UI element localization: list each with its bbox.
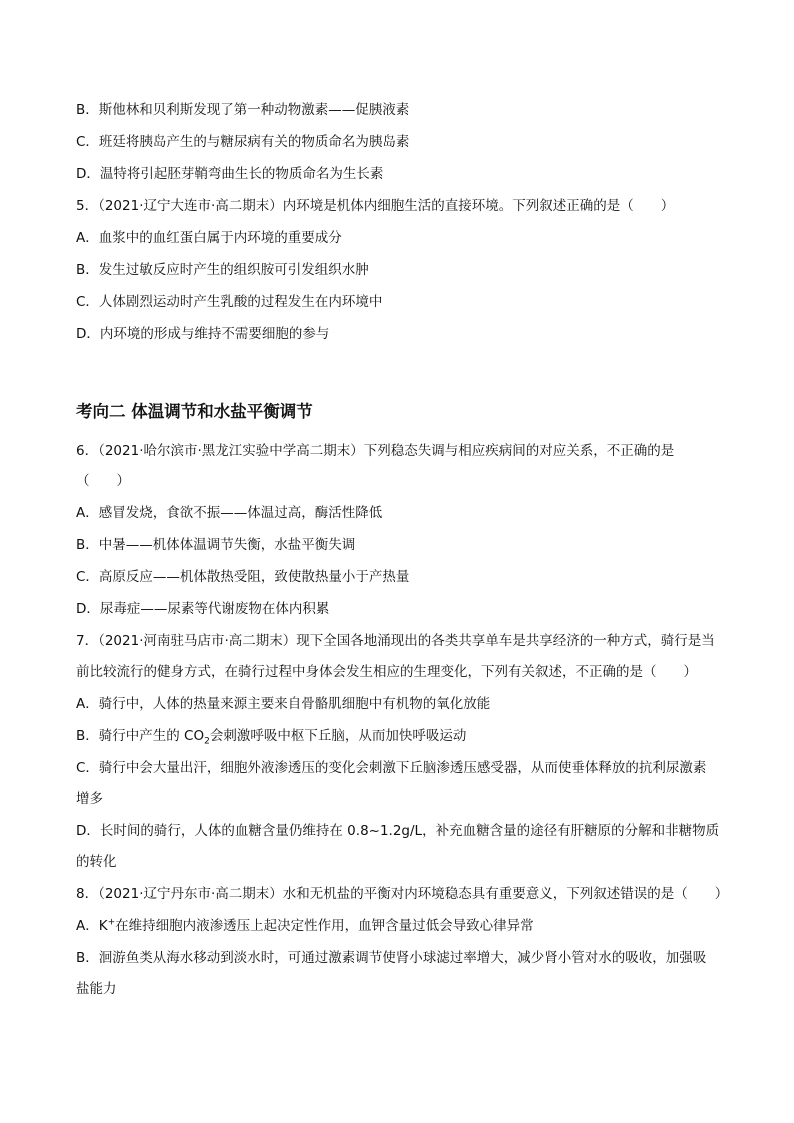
q7-option-d-line-1: D．长时间的骑行，人体的血糖含量仍维持在 0.8~1.2g/L，补充血糖含量的途径有肝糖原的分解和非糖物质 <box>76 823 720 839</box>
q4-option-d: D．温特将引起胚芽鞘弯曲生长的物质命名为生长素 <box>76 166 384 182</box>
q7-stem-line-2: 前比较流行的健身方式，在骑行过程中身体会发生相应的生理变化，下列有关叙述，不正确的是（ ） <box>76 664 697 680</box>
q8-option-a-superscript: + <box>107 917 116 928</box>
q8-stem: 8．（2021·辽宁丹东市·高二期末）水和无机盐的平衡对内环境稳态具有重要意义，下列叙述错误的是（ ） <box>76 886 729 902</box>
q6-option-c: C．高原反应——机体散热受阻，致使散热量小于产热量 <box>76 569 410 585</box>
q7-option-a: A．骑行中，人体的热量来源主要来自骨骼肌细胞中有机物的氧化放能 <box>76 696 491 712</box>
q7-option-b-text-1: B．骑行中产生的 CO <box>76 728 205 744</box>
q7-option-b-text-2: 会刺激呼吸中枢下丘脑，从而加快呼吸运动 <box>209 728 467 744</box>
q7-option-d-line-2: 的转化 <box>76 854 117 870</box>
q6-stem-line-2: （ ） <box>76 473 130 489</box>
q8-option-b-line-1: B．洄游鱼类从海水移动到淡水时，可通过激素调节使肾小球滤过率增大，减少肾小管对水的吸收，加强吸 <box>76 950 707 966</box>
q8-option-a <box>76 916 726 936</box>
q6-option-a: A．感冒发烧，食欲不振——体温过高，酶活性降低 <box>76 505 383 521</box>
q8-option-a-text-1: A．K <box>76 918 108 934</box>
q5-stem: 5．（2021·辽宁大连市·高二期末）内环境是机体内细胞生活的直接环境。下列叙述正确的是（ ） <box>76 198 675 214</box>
q5-option-d: D．内环境的形成与维持不需要细胞的参与 <box>76 326 330 342</box>
q5-option-a: A．血浆中的血红蛋白属于内环境的重要成分 <box>76 230 342 246</box>
q7-option-c-line-1: C．骑行中会大量出汗，细胞外液渗透压的变化会刺激下丘脑渗透压感受器，从而使垂体释放的抗利尿激素 <box>76 760 707 776</box>
q7-option-b-subscript: 2 <box>204 736 210 747</box>
section-title: 考向二 体温调节和水盐平衡调节 <box>76 402 313 421</box>
q7-option-c-line-2: 增多 <box>76 791 103 807</box>
q4-option-c: C．班廷将胰岛产生的与糖尿病有关的物质命名为胰岛素 <box>76 134 410 150</box>
q6-stem-line-1: 6．（2021·哈尔滨市·黑龙江实验中学高二期末）下列稳态失调与相应疾病间的对应关系，不正确的是 <box>76 443 675 459</box>
q8-option-a-text-2: 在维持细胞内液渗透压上起决定性作用，血钾含量过低会导致心律异常 <box>115 918 534 934</box>
q6-option-d: D．尿毒症——尿素等代谢废物在体内积累 <box>76 601 330 617</box>
q7-option-b <box>76 726 726 746</box>
q5-option-b: B．发生过敏反应时产生的组织胺可引发组织水肿 <box>76 262 369 278</box>
q6-option-b: B．中暑——机体体温调节失衡，水盐平衡失调 <box>76 537 356 553</box>
q4-option-b: B．斯他林和贝利斯发现了第一种动物激素——促胰液素 <box>76 102 410 118</box>
q5-option-c: C．人体剧烈运动时产生乳酸的过程发生在内环境中 <box>76 294 383 310</box>
q8-option-b-line-2: 盐能力 <box>76 981 117 997</box>
q7-stem-line-1: 7．（2021·河南驻马店市·高二期末）现下全国各地涌现出的各类共享单车是共享经济的一种方式，骑行是当 <box>76 633 715 649</box>
